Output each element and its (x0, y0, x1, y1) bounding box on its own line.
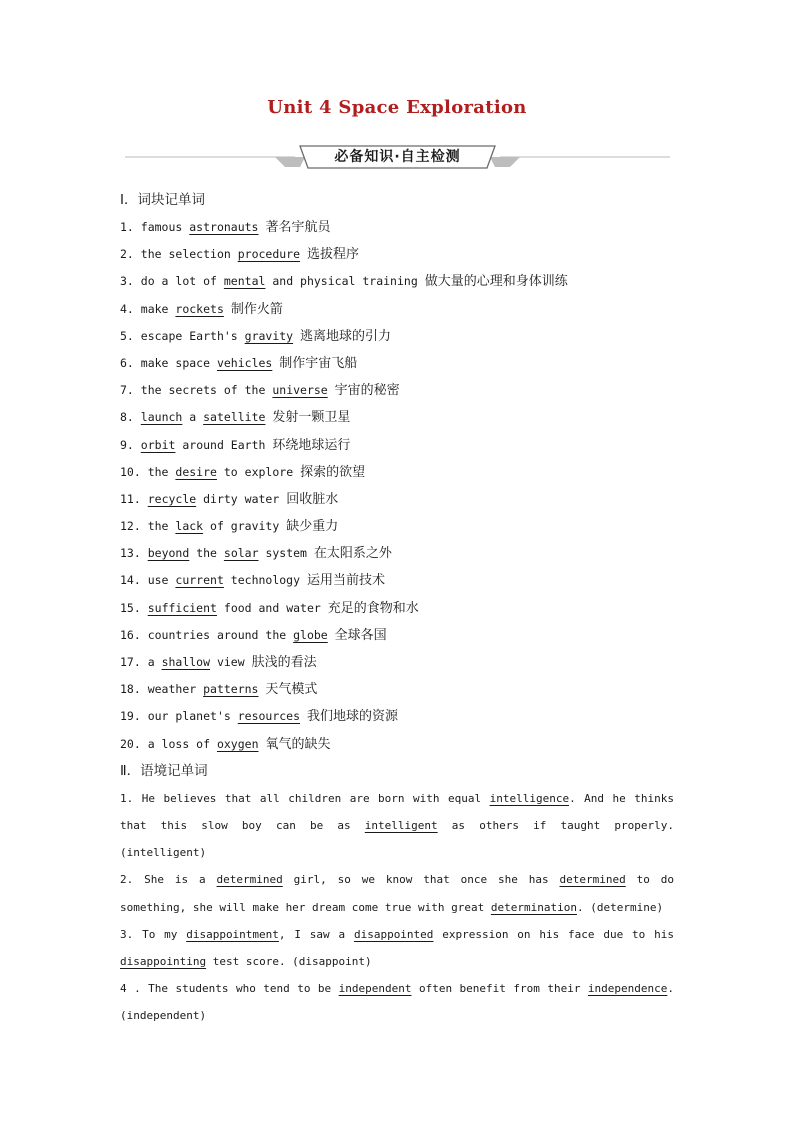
item-number: 13. (120, 546, 141, 561)
item-number: 2. (120, 247, 134, 262)
chinese-meaning: 制作火箭 (230, 301, 283, 317)
answer-word: gravity (244, 328, 294, 343)
chinese-meaning: 逃离地球的引力 (300, 328, 392, 344)
item-number: 8. (120, 410, 134, 425)
phrase-text (141, 492, 148, 506)
item-number: 19. (120, 709, 141, 724)
chinese-meaning: 缺少重力 (286, 519, 339, 535)
phrase-text: the secrets of the (133, 383, 273, 398)
phrase-text: use (140, 573, 176, 588)
phrase-text: around Earth (175, 437, 266, 452)
phrase-text: escape Earth's (133, 328, 245, 343)
vocab-item (120, 540, 674, 567)
item-number: 18. (120, 682, 141, 697)
phrase-text: the (140, 464, 176, 479)
context-sentence (120, 785, 674, 867)
item-number: 9. (120, 437, 134, 452)
answer-word: recycle (147, 491, 197, 506)
answer-word: intelligent (364, 818, 438, 832)
answer-word: sufficient (147, 600, 217, 615)
chinese-meaning: 探索的欲望 (300, 464, 366, 480)
section-2-heading: Ⅱ．语境记单词 (120, 762, 208, 779)
phrase-text: weather (140, 682, 204, 697)
phrase-text: a loss of (140, 736, 217, 751)
phrase-text (141, 601, 148, 615)
phrase-text: system (258, 546, 307, 561)
answer-word: desire (175, 464, 217, 479)
vocab-item (120, 486, 674, 513)
phrase-text: a (182, 410, 204, 425)
answer-word: disappointment (186, 927, 279, 941)
vocab-item (120, 432, 674, 459)
phrase-text: famous (133, 220, 190, 234)
answer-word: disappointing (120, 954, 207, 968)
sentence-text: . (determine) (576, 900, 664, 914)
answer-word: disappointed (353, 927, 434, 941)
vocab-item (120, 404, 674, 431)
phrase-text: to explore (216, 464, 294, 479)
sentence-text: , I saw a (278, 927, 354, 941)
chinese-meaning: 天气模式 (265, 682, 318, 698)
vocab-item (120, 731, 674, 758)
item-number: 12. (120, 519, 141, 534)
vocab-item (120, 703, 674, 730)
chinese-meaning: 运用当前技术 (306, 573, 385, 589)
banner-title: 必备知识·自主检测 (334, 149, 461, 165)
phrase-text (134, 410, 141, 424)
item-number: 17. (120, 655, 141, 669)
vocab-item (120, 595, 674, 622)
answer-word: procedure (237, 247, 301, 262)
phrase-text: countries around the (140, 627, 294, 642)
chinese-meaning: 选拔程序 (306, 247, 359, 263)
answer-word: launch (140, 410, 183, 425)
sentence-text: . (independent) (120, 982, 675, 1023)
vocab-item (120, 323, 674, 350)
chinese-meaning: 宇宙的秘密 (334, 383, 400, 399)
phrase-text: and physical training (265, 274, 418, 289)
sentence-text: to do something, she will make her dream come true with great (120, 873, 674, 914)
chinese-meaning: 充足的食物和水 (327, 600, 419, 616)
answer-word: vehicles (216, 355, 273, 370)
vocab-item (120, 649, 674, 676)
phrase-text: our planet's (140, 709, 238, 724)
answer-word: current (175, 573, 224, 588)
chinese-meaning: 氧气的缺失 (265, 736, 331, 752)
vocab-item (120, 296, 674, 323)
vocab-item (120, 513, 674, 540)
phrase-text: the (140, 519, 176, 534)
phrase-text: technology (223, 573, 301, 588)
context-sentence (120, 975, 674, 1029)
answer-word: beyond (147, 546, 190, 561)
chinese-meaning: 全球各国 (334, 627, 387, 643)
answer-word: determined (216, 873, 283, 887)
answer-word: independent (338, 982, 412, 996)
chinese-meaning: 制作宇宙飞船 (279, 355, 358, 371)
item-number: 5. (120, 328, 134, 343)
answer-word: astronauts (189, 220, 259, 234)
item-number: 11. (120, 491, 141, 506)
vocab-item (120, 350, 674, 377)
chinese-meaning: 我们地球的资源 (306, 709, 398, 725)
context-list (120, 785, 674, 1030)
vocab-item (120, 241, 674, 268)
section-1-heading: Ⅰ．词块记单词 (120, 192, 205, 208)
vocab-item (120, 567, 674, 594)
item-number: 3. (120, 274, 134, 289)
vocab-item (120, 459, 674, 486)
vocab-item (120, 268, 674, 295)
vocab-list (120, 214, 674, 758)
answer-word: oxygen (216, 736, 259, 751)
phrase-text: view (210, 655, 245, 669)
item-number: 16. (120, 627, 141, 642)
sentence-text: 3. To my (120, 927, 187, 941)
answer-word: patterns (203, 682, 259, 697)
sentence-text: expression on his face due to his (433, 927, 674, 941)
phrase-text: the selection (133, 247, 238, 262)
vocab-item (120, 676, 674, 703)
answer-word: determination (490, 900, 577, 914)
item-number: 1. (120, 220, 134, 234)
sentence-text: girl, so we know that once she has (282, 873, 560, 887)
phrase-text: do a lot of (133, 274, 224, 289)
phrase-text: a (140, 655, 162, 669)
sentence-text: test score. (disappoint) (206, 954, 372, 968)
item-number: 7. (120, 383, 134, 398)
answer-word: mental (223, 274, 266, 289)
context-sentence (120, 866, 674, 920)
worksheet-content (120, 187, 674, 1030)
answer-word: orbit (140, 437, 176, 452)
item-number: 20. (120, 736, 141, 751)
phrase-text: of gravity (203, 519, 280, 534)
phrase-text (141, 546, 148, 560)
chinese-meaning: 肤浅的看法 (251, 655, 317, 670)
answer-word: determined (559, 873, 626, 887)
sentence-text: often benefit from their (411, 982, 588, 996)
chinese-meaning: 在太阳系之外 (313, 546, 392, 562)
answer-word: lack (175, 519, 204, 534)
phrase-text: food and water (216, 600, 321, 615)
answer-word: universe (272, 383, 328, 398)
vocab-item (120, 622, 674, 649)
answer-word: satellite (203, 410, 266, 425)
item-number: 10. (120, 464, 141, 479)
phrase-text: make space (133, 355, 217, 370)
chinese-meaning: 做大量的心理和身体训练 (424, 274, 568, 290)
answer-word: rockets (175, 301, 224, 316)
vocab-item (120, 214, 674, 241)
chinese-meaning: 著名宇航员 (265, 220, 331, 235)
answer-word: intelligence (489, 791, 570, 805)
answer-word: independence (587, 982, 668, 996)
chinese-meaning: 环绕地球运行 (272, 437, 351, 453)
item-number: 4. (120, 301, 134, 316)
context-sentence (120, 921, 674, 975)
item-number: 14. (120, 573, 141, 588)
answer-word: resources (237, 709, 301, 724)
phrase-text (134, 438, 141, 452)
answer-word: globe (293, 627, 328, 642)
chinese-meaning: 发射一颗卫星 (272, 410, 351, 426)
sentence-text: 1. He believes that all children are born with equal (120, 791, 490, 805)
item-number: 6. (120, 355, 134, 370)
phrase-text: the (189, 546, 224, 561)
sentence-text: 2. She is a (120, 873, 217, 887)
sentence-text: . And he thinks that this slow boy can be as (120, 791, 674, 832)
sentence-text: as others if taught properly. (intelligent) (120, 818, 674, 860)
answer-word: shallow (161, 655, 211, 669)
answer-word: solar (223, 546, 259, 561)
phrase-text: dirty water (196, 491, 280, 506)
vocab-item (120, 377, 674, 404)
section-banner (125, 143, 670, 173)
phrase-text: make (133, 301, 176, 316)
chinese-meaning: 回收脏水 (286, 491, 339, 507)
sentence-text: 4 . The students who tend to be (120, 982, 339, 996)
page-title: Unit 4 Space Exploration (267, 97, 527, 118)
item-number: 15. (120, 600, 141, 615)
